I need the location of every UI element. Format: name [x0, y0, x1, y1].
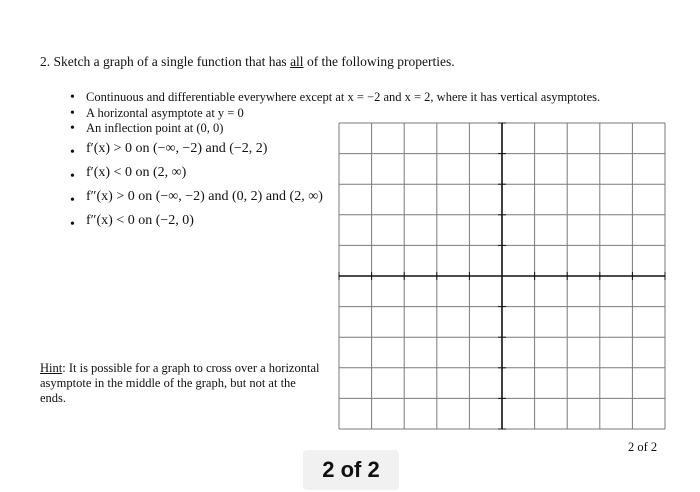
problem-statement	[40, 54, 455, 70]
problem-text-before: Sketch a graph of a single function that has	[53, 54, 287, 69]
property-item: • f′(x) < 0 on (2, ∞)	[70, 161, 600, 185]
property-item: • An inflection point at (0, 0)	[70, 121, 600, 137]
page-number: 2 of 2	[628, 440, 658, 454]
property-item: • f″(x) > 0 on (−∞, −2) and (0, 2) and (2, ∞)	[70, 185, 600, 209]
problem-emphasis: all	[290, 54, 304, 69]
hint-body: : It is possible for a graph to cross over a horizontal asymptote in the middle of the graph, but not at the ends.	[40, 361, 320, 405]
hint-label: Hint	[40, 361, 63, 375]
page-indicator: 2 of 2	[303, 450, 399, 490]
property-item: • A horizontal asymptote at y = 0	[70, 106, 600, 122]
problem-text-after: of the following properties.	[306, 54, 455, 69]
sketch-grid-container	[338, 122, 666, 435]
property-item: • f″(x) < 0 on (−2, 0)	[70, 209, 600, 233]
property-item: • f′(x) > 0 on (−∞, −2) and (−2, 2)	[70, 137, 600, 161]
problem-number: 2.	[40, 54, 51, 69]
property-item: • Continuous and differentiable everywhere except at x = −2 and x = 2, where it has vertical asymptotes.	[70, 90, 600, 106]
hint-text	[40, 361, 320, 406]
sketch-grid	[338, 122, 666, 430]
